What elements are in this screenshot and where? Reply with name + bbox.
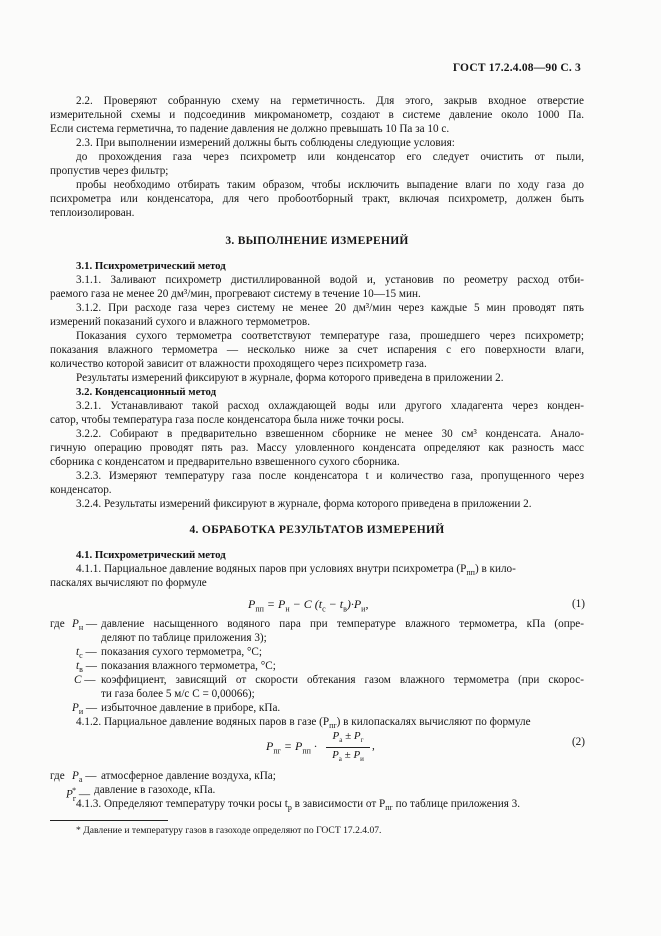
- p2-2-line-2: измерительной схемы и подсоединив микроманометр, создают в системе давление около 1000 Па.: [50, 109, 584, 121]
- equation-1-number: (1): [571, 598, 585, 610]
- p3-1-2b-line-2: показания влажного термометра — несколько ниже за счет испарения с его поверхности влаги,: [50, 344, 584, 356]
- p4-1-2: 4.1.2. Парциальное давление водяных паров в газе $(P_{пг})$ в килопаскалях вычисляют по формуле: [76, 716, 531, 731]
- def-text-pg: давление в газоходе, кПа.: [94, 784, 216, 796]
- subsection-4-1-title: 4.1. Психрометрический метод: [76, 549, 226, 561]
- footnote: * Давление и температуру газов в газоходе определяют по ГОСТ 17.2.4.07.: [76, 825, 382, 836]
- p3-1-2c: Результаты измерений фиксируют в журнале, форма которого приведена в приложении 2.: [76, 372, 504, 384]
- equation-2-comma: ,: [372, 740, 375, 752]
- footnote-rule: [50, 820, 168, 821]
- p2-2-line-3: Если система герметична, то падение давления не должно превышать 10 Па за 10 с.: [50, 123, 450, 135]
- p3-1-2b-line-1: Показания сухого термометра соответствуют температуре газа, прошедшего через психрометр;: [76, 330, 584, 342]
- def-text-c-2: ти газа более 5 м/с C = 0,00066);: [101, 688, 255, 700]
- page-header: ГОСТ 17.2.4.08—90 С. 3: [452, 62, 581, 74]
- p4-1-1-line-1: 4.1.1. Парциальное давление водяных паров при условиях внутри психрометра $(P_{пп})$ в кило-: [76, 563, 516, 578]
- p3-1-2-line-2: измерений показаний сухого и влажного термометров.: [50, 316, 310, 328]
- p3-2-1-line-1: 3.2.1. Устанавливают такой расход охлаждающей воды или другого хладагента через конден-: [76, 400, 584, 412]
- p3-2-2-line-1: 3.2.2. Собирают в предварительно взвешенном сборнике не менее 30 см³ конденсата. Анало-: [76, 428, 584, 440]
- p2-3-line-1: 2.3. При выполнении измерений должны быть соблюдены следующие условия:: [76, 137, 455, 149]
- subsection-3-2-title: 3.2. Конденсационный метод: [76, 386, 217, 398]
- equation-1: $P_{пп} = P_н - C$ $(t_с - t_в)\cdot P_и$,: [248, 597, 369, 614]
- equation-2-number: (2): [571, 736, 585, 748]
- p3-1-2-line-1: 3.1.2. При расходе газа через систему не менее 20 дм³/мин через каждые 5 мин проводят пять: [76, 302, 584, 314]
- subsection-3-1-title: 3.1. Психрометрический метод: [76, 260, 226, 272]
- def-term-pi: $P_и$ —: [72, 702, 98, 717]
- def-term-pn: $P_н$ —: [72, 618, 98, 633]
- def-text-pn-2: деляют по таблице приложения 3);: [101, 632, 267, 644]
- def-term-pg: $P_г^*$ —: [66, 786, 91, 803]
- p3-2-3-line-1: 3.2.3. Измеряют температуру газа после конденсатора t и количество газа, пропущенного через: [76, 470, 584, 482]
- p2-3-line-5: психрометра или конденсатора, для чего пробоотборный тракт, включая психрометр, должен быть: [50, 193, 584, 205]
- def-text-pi: избыточное давление в приборе, кПа.: [101, 702, 281, 714]
- p3-2-3-line-2: конденсатор.: [50, 484, 112, 496]
- p2-2-line-1: 2.2. Проверяют собранную схему на герметичность. Для этого, закрыв входное отверстие: [76, 95, 584, 107]
- def-text-tc: показания сухого термометра, °С;: [101, 646, 262, 658]
- def-term-tc: $t_с$ —: [76, 646, 97, 661]
- p4-1-1-line-2: паскалях вычисляют по формуле: [50, 577, 207, 589]
- def-text-pa: атмосферное давление воздуха, кПа;: [101, 770, 276, 782]
- p2-3-line-4: пробы необходимо отбирать таким образом, чтобы исключить выпадение влаги по ходу газа до: [76, 179, 584, 191]
- section-3-title: 3. ВЫПОЛНЕНИЕ ИЗМЕРЕНИЙ: [225, 235, 409, 247]
- p2-3-line-6: теплоизолирован.: [50, 207, 135, 219]
- where-label-2: где: [50, 770, 65, 782]
- p3-1-1-line-1: 3.1.1. Заливают психрометр дистиллированной водой и, установив по реометру расход отби-: [76, 274, 584, 286]
- p3-2-2-line-3: сборника с конденсатом и предварительно взвешенного сухого сборника.: [50, 456, 400, 468]
- equation-2-fraction: $P_а \pm P_г$ $P_а \pm P_и$: [326, 730, 370, 765]
- def-text-pn-1: давление насыщенного водяного пара при температуре влажного термометра, кПа (опре-: [101, 618, 584, 630]
- def-text-c-1: коэффициент, зависящий от скорости обтекания газом влажного термометра (при скорос-: [101, 674, 584, 686]
- p2-3-line-3: пропустив через фильтр;: [50, 165, 169, 177]
- p2-3-line-2: до прохождения газа через психрометр или конденсатор его следует очистить от пыли,: [76, 151, 584, 163]
- def-text-tv: показания влажного термометра, °С;: [101, 660, 276, 672]
- p4-1-3: 4.1.3. Определяют температуру точки росы $t_р$ в зависимости от $P_{пг}$ по таблице приложения 3.: [76, 798, 521, 813]
- equation-2-lhs: $P_{пг} = P_{пп}$ ·: [266, 739, 317, 756]
- p3-1-1-line-2: раемого газа не менее 20 дм³/мин, прогревают систему в течение 10—15 мин.: [50, 288, 421, 300]
- def-term-pa: $P_а$ —: [72, 770, 97, 785]
- p3-1-2b-line-3: количество которой зависит от влажности проходящего через психрометр газа.: [50, 358, 427, 370]
- where-label-1: где: [50, 618, 65, 630]
- section-4-title: 4. ОБРАБОТКА РЕЗУЛЬТАТОВ ИЗМЕРЕНИЙ: [189, 524, 445, 536]
- def-term-c: C —: [74, 674, 96, 686]
- p3-2-4: 3.2.4. Результаты измерений фиксируют в журнале, форма которого приведена в приложении 2.: [76, 498, 532, 510]
- def-term-tv: $t_в$ —: [76, 660, 97, 675]
- p3-2-2-line-2: гичную операцию проводят пять раз. Массу уловленного конденсата определяют как разность масс: [50, 442, 584, 454]
- p3-2-1-line-2: сатор, чтобы температура газа после конденсатора была ниже точки росы.: [50, 414, 405, 426]
